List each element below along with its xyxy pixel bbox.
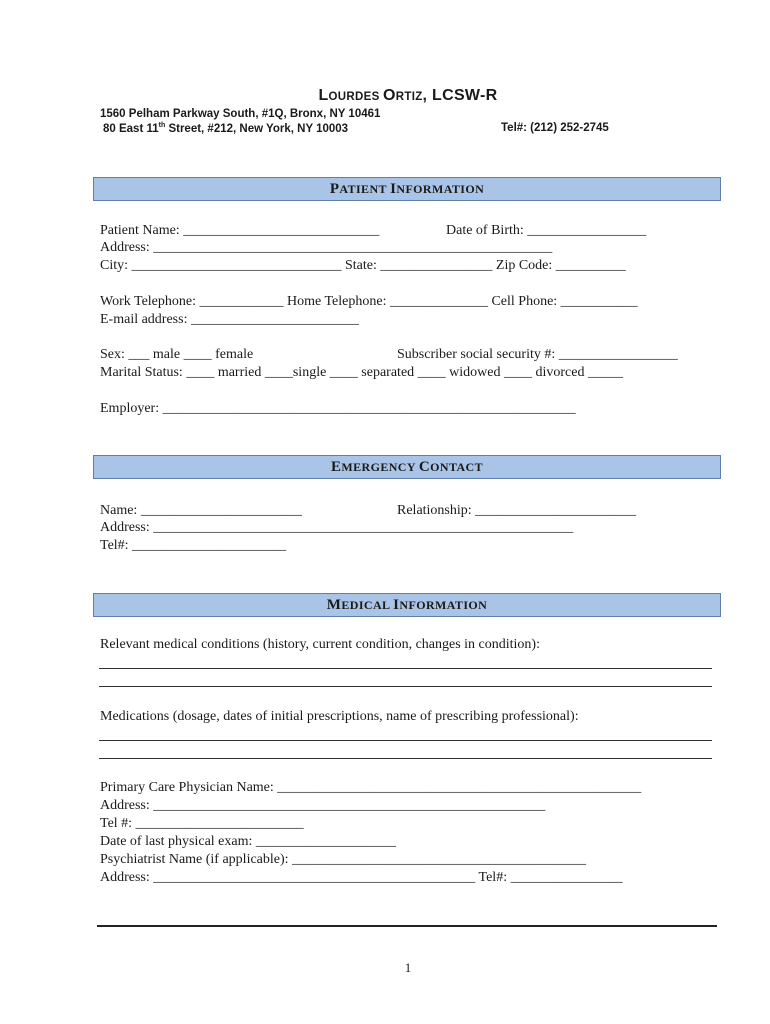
medications-line-1[interactable] (99, 740, 712, 741)
page-number: 1 (404, 960, 412, 975)
last-physical-exam-field[interactable]: Date of last physical exam: ____________________ (100, 834, 396, 849)
section-patient-information: PATIENT INFORMATION (93, 177, 721, 201)
emergency-tel-field[interactable]: Tel#: ______________________ (100, 538, 287, 553)
emergency-address-field[interactable]: Address: ____________________________________________________________ (100, 520, 574, 535)
psychiatrist-address-tel-field[interactable]: Address: ______________________________________________ Tel#: ________________ (100, 870, 623, 885)
ssn-field[interactable]: Subscriber social security #: _________________ (397, 347, 678, 362)
medications-label: Medications (dosage, dates of initial prescriptions, name of prescribing professional): (100, 709, 579, 724)
section-medical-information: MEDICAL INFORMATION (93, 593, 721, 617)
practitioner-name: LOURDES ORTIZ, LCSW-R (318, 87, 498, 104)
patient-address-field[interactable]: Address: _________________________________________________________ (100, 240, 553, 255)
email-field[interactable]: E-mail address: ________________________ (100, 312, 359, 327)
medical-conditions-label: Relevant medical conditions (history, current condition, changes in condition): (100, 637, 540, 652)
section-emergency-contact: EMERGENCY CONTACT (93, 455, 721, 479)
emergency-name-field[interactable]: Name: _______________________ (100, 503, 302, 518)
address-line-1: 1560 Pelham Parkway South, #1Q, Bronx, NY 10461 (100, 108, 381, 120)
city-state-zip-field[interactable]: City: ______________________________ State: ________________ Zip Code: __________ (100, 258, 626, 273)
address-line-2: 80 East 11th Street, #212, New York, NY 10003 (103, 122, 349, 135)
psychiatrist-name-field[interactable]: Psychiatrist Name (if applicable): __________________________________________ (100, 852, 587, 867)
sex-field[interactable]: Sex: ___ male ____ female (100, 347, 254, 362)
marital-status-field[interactable]: Marital Status: ____ married ____single ____ separated ____ widowed ____ divorced _____ (100, 365, 623, 380)
pcp-tel-field[interactable]: Tel #: ________________________ (100, 816, 304, 831)
medical-conditions-line-1[interactable] (99, 668, 712, 669)
pcp-name-field[interactable]: Primary Care Physician Name: ____________________________________________________ (100, 780, 642, 795)
footer-divider (97, 925, 717, 927)
date-of-birth-field[interactable]: Date of Birth: _________________ (446, 223, 647, 238)
employer-field[interactable]: Employer: ___________________________________________________________ (100, 401, 576, 416)
pcp-address-field[interactable]: Address: ________________________________________________________ (100, 798, 546, 813)
office-telephone: Tel#: (212) 252-2745 (501, 122, 609, 134)
telephone-fields[interactable]: Work Telephone: ____________ Home Telephone: ______________ Cell Phone: ___________ (100, 294, 638, 309)
medications-line-2[interactable] (99, 758, 712, 759)
medical-conditions-line-2[interactable] (99, 686, 712, 687)
relationship-field[interactable]: Relationship: _______________________ (397, 503, 637, 518)
patient-name-field[interactable]: Patient Name: ____________________________ (100, 223, 380, 238)
